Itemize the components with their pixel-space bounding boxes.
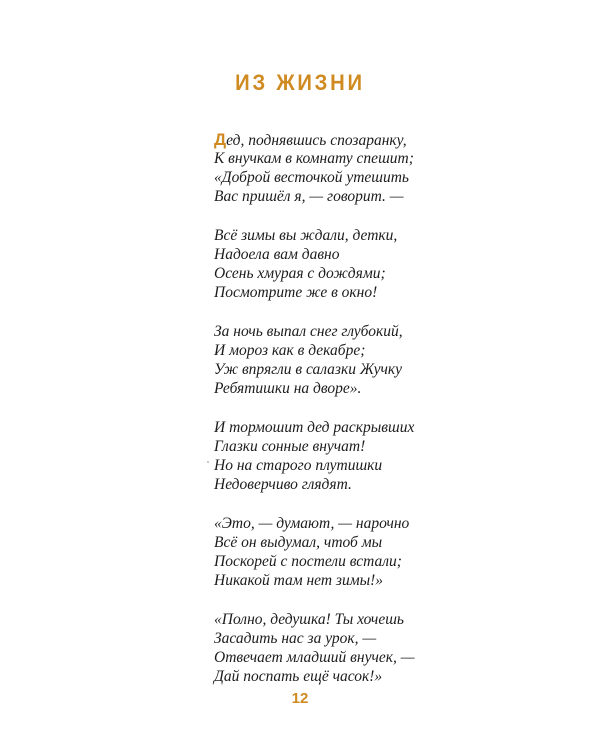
stanza xyxy=(214,226,554,302)
drop-cap: Д xyxy=(214,130,227,149)
poem-line: И мороз как в декабре; xyxy=(214,342,366,359)
poem-line: Засадить нас за урок, — xyxy=(214,630,377,647)
poem-line: Никакой там нет зимы!» xyxy=(214,572,384,589)
stanza xyxy=(214,322,554,398)
poem-line: Вас пришёл я, — говорит. — xyxy=(214,188,404,205)
poem-line: Поскорей с постели встали; xyxy=(214,553,402,570)
poem-line: Надоела вам давно xyxy=(214,246,340,263)
poem-line: Недоверчиво глядят. xyxy=(214,476,352,493)
poem-line: Ребятишки на дворе». xyxy=(214,380,362,397)
poem-body xyxy=(214,130,554,706)
poem-line: Всё зимы вы ждали, детки, xyxy=(214,227,398,244)
poem-line: «Полно, дедушка! Ты хочешь xyxy=(214,611,404,628)
stanza xyxy=(214,130,554,206)
stanza xyxy=(214,514,554,590)
poem-line: К внучкам в комнату спешит; xyxy=(214,150,414,167)
poem-line: «Это, — думают, — нарочно xyxy=(214,515,410,532)
poem-line: Посмотрите же в окно! xyxy=(214,284,378,301)
poem-line: Всё он выдумал, чтоб мы xyxy=(214,534,383,551)
poem-line xyxy=(214,130,554,149)
page-number: 12 xyxy=(291,690,309,707)
stanza xyxy=(214,610,554,686)
poem-title: ИЗ ЖИЗНИ xyxy=(235,70,365,95)
poem-line: Дай поспать ещё часок!» xyxy=(214,668,383,685)
poem-line: За ночь выпал снег глубокий, xyxy=(214,323,403,340)
poem-line: Глазки сонные внучат! xyxy=(214,438,366,455)
stanza xyxy=(214,418,554,494)
poem-line: «Доброй весточкой утешить xyxy=(214,169,409,186)
poem-line: И тормошит дед раскрывших xyxy=(214,419,415,436)
poem-line: Осень хмурая с дождями; xyxy=(214,265,386,282)
poem-line: Но на старого плутишки xyxy=(214,457,383,474)
poem-line: Отвечает младший внучек, — xyxy=(214,649,415,666)
poem-line-text: ед, поднявшись спозаранку, xyxy=(226,132,407,149)
poem-line: Уж впрягли в салазки Жучку xyxy=(214,361,402,378)
ink-speck xyxy=(207,461,209,463)
